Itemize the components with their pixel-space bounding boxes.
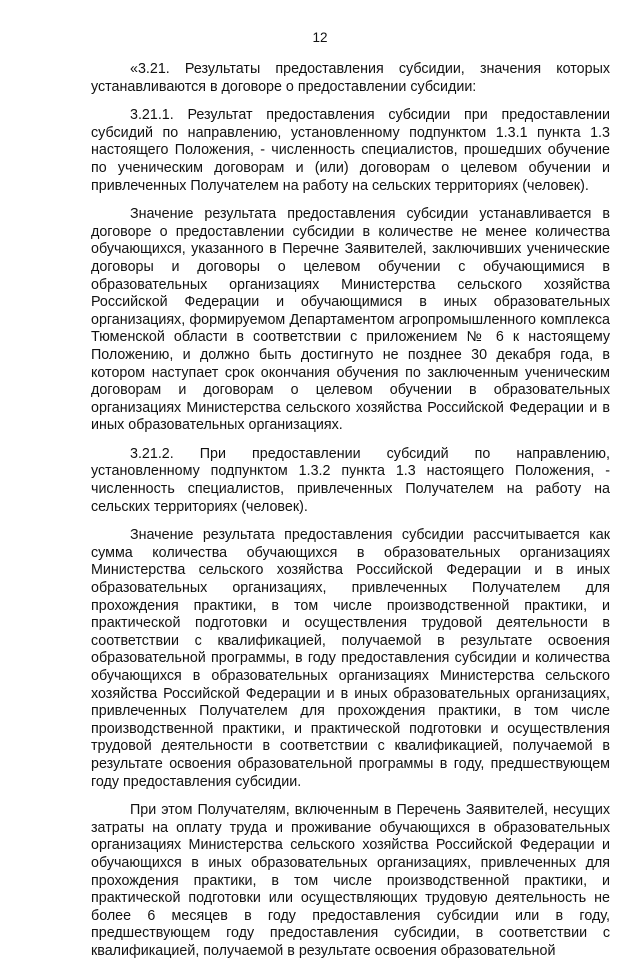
paragraph-recipients-note: При этом Получателям, включенным в Перечень Заявителей, несущих затраты на оплату труда и проживание обучающихся в образовательных организациях Министерства сельского хозяйства Российской Федерации и обучающихся в иных образовательных организациях, привлеченных для прохождения практики, в том числе производственной практики, и практической подготовки или осуществляющих трудовую деятельность не более 6 месяцев в году предоставления субсидии или в году, предшествующем году предоставления субсидии, в соответствии с квалификацией, получаемой в результате освоения образовательной [91,802,610,959]
paragraph-3-21: «3.21. Результаты предоставления субсидии, значения которых устанавливаются в договоре о предоставлении субсидии: [91,61,610,95]
paragraph-3-21-2: 3.21.2. При предоставлении субсидий по направлению, установленному подпунктом 1.3.2 пункта 1.3 настоящего Положения, - численность специалистов, привлеченных Получателем на работу на сельских территориях (человек). [91,445,610,515]
paragraph-result-value-1: Значение результата предоставления субсидии устанавливается в договоре о предоставлении субсидии в количестве не менее количества обучающихся, указанного в Перечне Заявителей, заключивших ученические договоры и договоры о целевом обучении с обучающимися в образовательных организациях Министерства сельского хозяйства Российской Федерации и обучающимися в иных образовательных организациях, формируемом Департаментом агропромышленного комплекса Тюменской области в соответствии с приложением № 6 к настоящему Положению, и должно быть достигнуто не позднее 30 декабря года, в котором наступает срок окончания обучения по заключенным ученическим договорам и договорам о целевом обучении в образовательных организациях Министерства сельского хозяйства Российской Федерации и в иных образовательных организациях. [91,206,610,434]
document-body [91,61,610,972]
paragraph-result-value-2: Значение результата предоставления субсидии рассчитывается как сумма количества обучающихся в образовательных организациях Министерства сельского хозяйства Российской Федерации и в иных образовательных организациях, привлеченных Получателем для прохождения практики, в том числе производственной практики, и практической подготовки и осуществления трудовой деятельности в соответствии с квалификацией, получаемой в результате освоения образовательной программы, в году предоставления субсидии и количества обучающихся в образовательных организациях Министерства сельского хозяйства Российской Федерации и в иных образовательных организациях, привлеченных Получателем для прохождения практики, в том числе производственной практики, и практической подготовки и осуществления трудовой деятельности в соответствии с квалификацией, получаемой в результате освоения образовательной программы в году, предшествующем году предоставления субсидии. [91,527,610,790]
paragraph-3-21-1: 3.21.1. Результат предоставления субсидии при предоставлении субсидий по направлению, установленному подпунктом 1.3.1 пункта 1.3 настоящего Положения, - численность специалистов, прошедших обучение по ученическим договорам и (или) договорам о целевом обучении и привлеченных Получателем на работу на сельских территориях (человек). [91,107,610,194]
page-number: 12 [312,30,328,45]
